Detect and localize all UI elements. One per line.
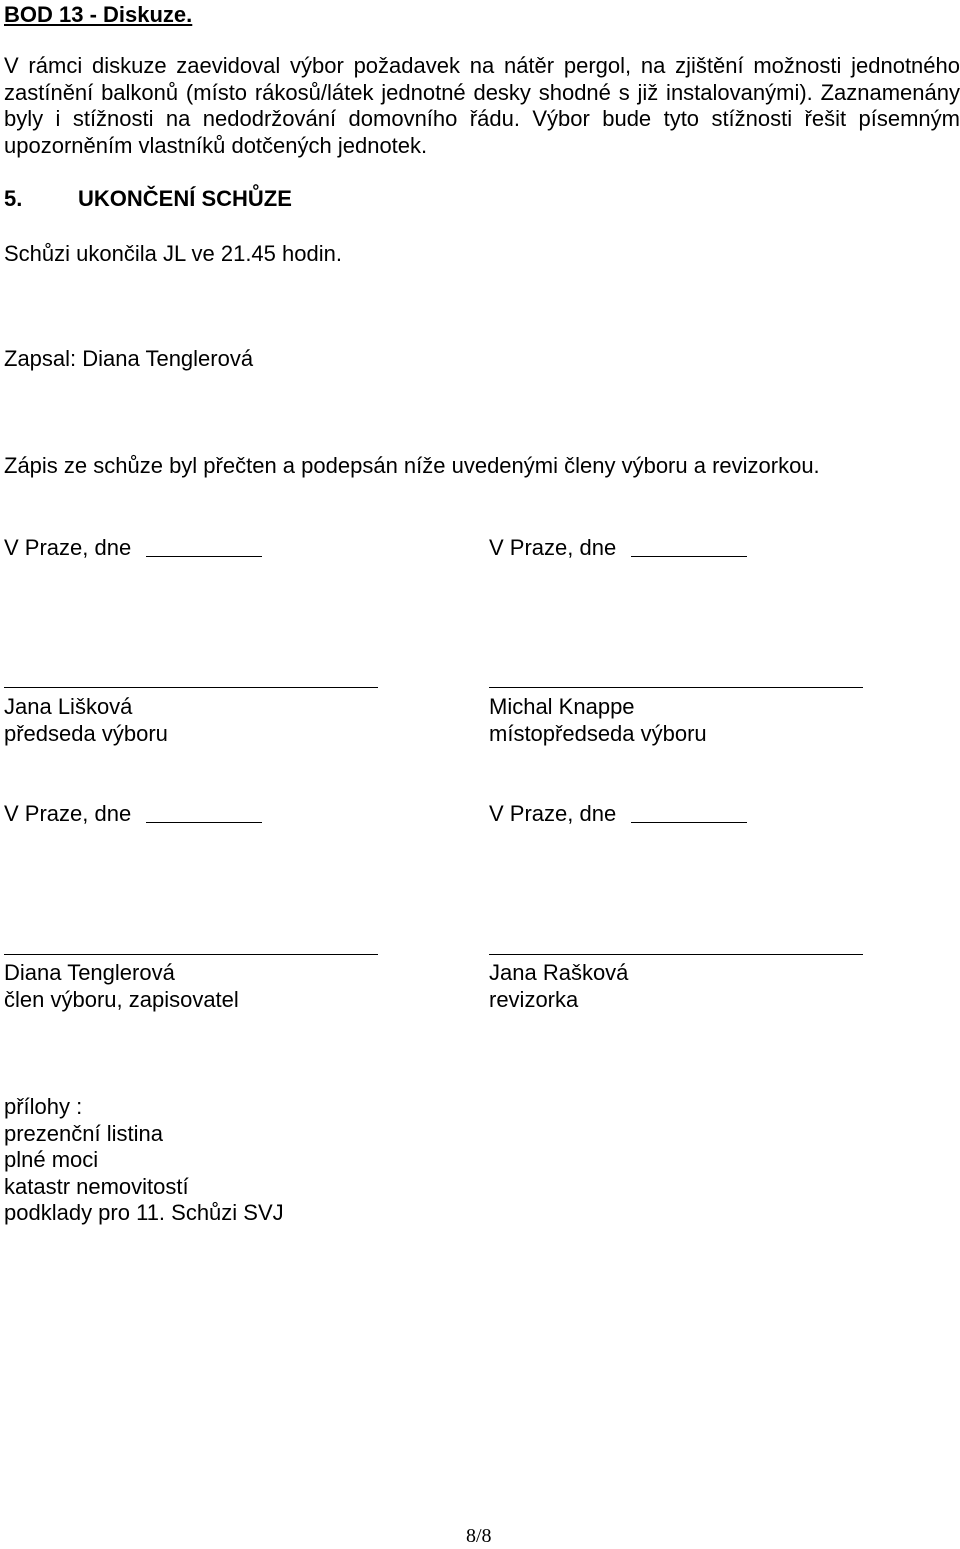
date-label-3: V Praze, dne [4,801,132,826]
signature-line-4 [489,954,863,956]
signatory-role-3: člen výboru, zapisovatel [4,987,239,1012]
date-line-2 [631,556,747,558]
attachment-item: podklady pro 11. Schůzi SVJ [4,1200,284,1225]
signatory-name-2: Michal Knappe [489,694,635,719]
attachment-item: plné moci [4,1147,99,1172]
signatory-name-3: Diana Tenglerová [4,960,175,985]
signature-line-3 [4,954,378,956]
signature-line-2 [489,687,863,689]
section-number: 5. [4,186,23,211]
date-line-1 [146,556,262,558]
section-5-heading [4,186,292,212]
section-heading: BOD 13 - Diskuze. [4,2,193,27]
signatory-name-4: Jana Rašková [489,960,629,985]
signatory-role-2: místopředseda výboru [489,721,707,746]
approval-text: Zápis ze schůze byl přečten a podepsán níže uvedenými členy výboru a revizorkou. [4,453,820,478]
page-number: 8/8 [466,1525,492,1547]
section-title: UKONČENÍ SCHŮZE [78,186,292,211]
date-line-4 [631,822,747,824]
date-label-1: V Praze, dne [4,535,132,560]
signatory-role-4: revizorka [489,987,579,1012]
signatory-role-1: předseda výboru [4,721,168,746]
discussion-paragraph: V rámci diskuze zaevidoval výbor požadavek na nátěr pergol, na zjištění možnosti jednotného zastínění balkonů (místo rákosů/látek jednotné desky shodné s již instalovanými). Zaznamenány byly i stížnosti na nedodržování domovního řádu. Výbor bude tyto stížnosti řešit písemným upozorněním vlastníků dotčených jednotek. [4,53,960,158]
date-label-4: V Praze, dne [489,801,617,826]
attachment-item: prezenční listina [4,1121,163,1146]
attachments-label: přílohy : [4,1094,83,1119]
signatory-name-1: Jana Lišková [4,694,133,719]
date-line-3 [146,822,262,824]
signature-line-1 [4,687,378,689]
closing-text: Schůzi ukončila JL ve 21.45 hodin. [4,241,342,266]
recorder-text: Zapsal: Diana Tenglerová [4,346,254,371]
date-label-2: V Praze, dne [489,535,617,560]
attachment-item: katastr nemovitostí [4,1174,189,1199]
